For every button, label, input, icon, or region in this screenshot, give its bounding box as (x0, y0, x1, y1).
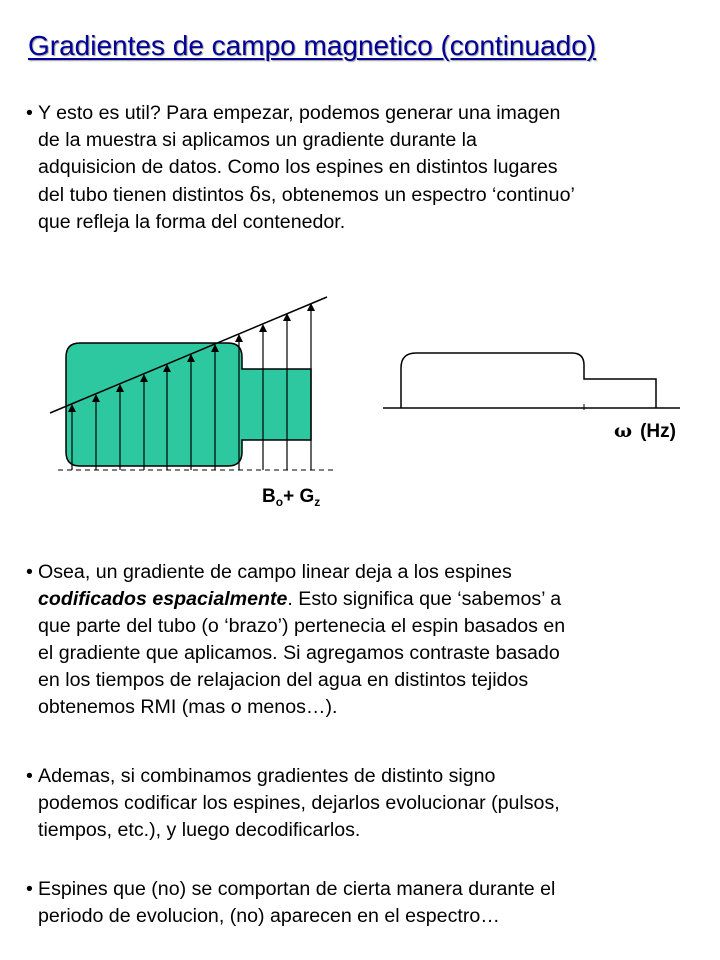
paragraph-encoding (26, 559, 565, 721)
bullet: • (26, 561, 33, 583)
text-line: que refleja la forma del contenedor. (38, 211, 346, 233)
text-line (26, 586, 565, 613)
text-line (26, 181, 575, 209)
text-line: tiempos, etc.), y luego decodificarlos. (38, 819, 361, 841)
text-fragment: . Esto significa que ‘sabemos’ a (287, 588, 562, 610)
gradient-diagram (0, 260, 720, 520)
text-line: Ademas, si combinamos gradientes de distinto signo (38, 765, 496, 787)
page-title: Gradientes de campo magnetico (continuado) (28, 30, 597, 61)
text-line: Y esto es util? Para empezar, podemos generar una imagen (38, 102, 561, 124)
paragraph-evolution (26, 876, 555, 930)
spectrum-plot (383, 353, 680, 410)
paragraph-intro (26, 100, 575, 236)
spectrum-trace (401, 353, 656, 408)
text-line: en los tiempos de relajacion del agua en distintos tejidos (38, 669, 529, 691)
emphasis-text: codificados espacialmente (38, 588, 288, 610)
text-line: podemos codificar los espines, dejarlos evolucionar (pulsos, (38, 792, 560, 814)
sample-tube-shape (66, 343, 311, 466)
text-line: de la muestra si aplicamos un gradiente durante la (38, 129, 477, 151)
sample-tube-body (66, 343, 311, 466)
field-label: $B_o+ G_z$ (262, 486, 321, 509)
delta-symbol: δ (249, 183, 262, 206)
bullet: • (26, 878, 33, 900)
text-line: obtenemos RMI (mas o menos…). (38, 696, 338, 718)
text-line: adquisicion de datos. Como los espines en distintos lugares (38, 156, 558, 178)
frequency-axis-label: ω (Hz) (614, 420, 676, 442)
text-line: Osea, un gradiente de campo linear deja a los espines (38, 561, 512, 583)
text-line: que parte del tubo (o ‘brazo’) pertenecia el espin basados en (38, 615, 566, 637)
text-fragment: s, obtenemos un espectro ‘continuo’ (261, 184, 575, 206)
text-line: el gradiente que aplicamos. Si agregamos contraste basado (38, 642, 560, 664)
text-line: Espines que (no) se comportan de cierta manera durante el (38, 878, 556, 900)
paragraph-gradients (26, 763, 560, 844)
text-fragment: del tubo tienen distintos (38, 184, 250, 206)
text-line: periodo de evolucion, (no) aparecen en el espectro… (38, 905, 500, 927)
bullet: • (26, 765, 33, 787)
bullet: • (26, 102, 33, 124)
